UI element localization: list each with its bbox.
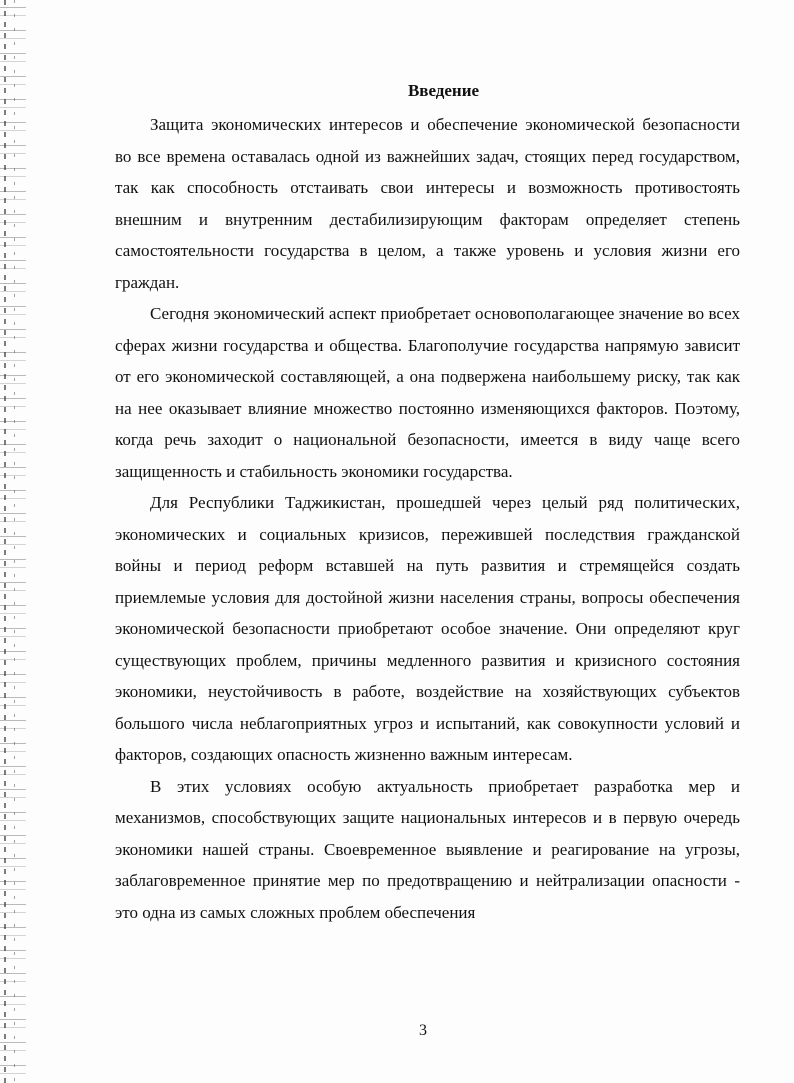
paragraph-3: Для Республики Таджикистан, прошедшей через целый ряд политических, экономических и социальных кризисов, пережившей последствия гражданской войны и период реформ вставшей на путь развития и стремящейся создать приемлемые условия для достойной жизни населения страны, вопросы обеспечения экономической безопасности приобретают особое значение. Они определяют круг существующих проблем, причины медленного развития и кризисного состояния экономики, неустойчивость в работе, воздействие на хозяйствующих субъектов большого числа неблагоприятных угроз и испытаний, как совокупности условий и факторов, создающих опасность жизненно важным интересам. bbox=[115, 493, 740, 764]
page-body bbox=[115, 80, 740, 928]
paragraph-1: Защита экономических интересов и обеспечение экономической безопасности во все времена оставалась одной из важнейших задач, стоящих перед государством, так как способность отстаивать свои интересы и возможность противостоять внешним и внутренним дестабилизирующим факторам определяет степень самостоятельности государства в целом, а также уровень и условия жизни его граждан. bbox=[115, 115, 740, 292]
paragraph-2: Сегодня экономический аспект приобретает основополагающее значение во всех сферах жизни государства и общества. Благополучие государства напрямую зависит от его экономической составляющей, а она подвержена наибольшему риску, так как на нее оказывает влияние множество постоянно изменяющихся факторов. Поэтому, когда речь заходит о национальной безопасности, имеется в виду чаще всего защищенность и стабильность экономики государства. bbox=[115, 304, 740, 481]
paragraph-4: В этих условиях особую актуальность приобретает разработка мер и механизмов, способствующих защите национальных интересов и в первую очередь экономики нашей страны. Своевременное выявление и реагирование на угрозы, заблаговременное принятие мер по предотвращению и нейтрализации опасности - это одна из самых сложных проблем обеспечения bbox=[115, 776, 740, 922]
page-number: 3 bbox=[419, 1022, 427, 1039]
scan-binding-edge bbox=[0, 0, 26, 1083]
section-heading: Введение bbox=[407, 81, 480, 100]
